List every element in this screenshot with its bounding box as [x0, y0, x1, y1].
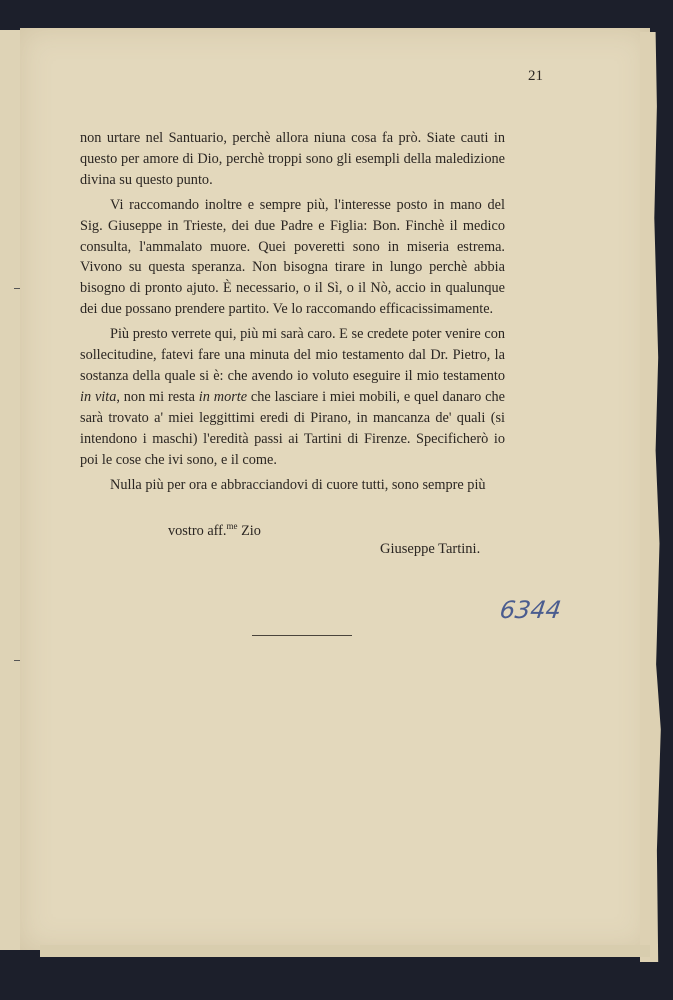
- closing-salutation: [168, 521, 261, 540]
- closing-prefix: vostro aff.: [168, 522, 227, 539]
- text-run: Più presto verrete qui, più mi sarà caro. E se credete poter venire con sollecitudine, fatevi fare una minuta del mio testamento dal Dr. Pietro, la sostanza della quale si è: che avendo io voluto eseguire il mio testamento: [80, 326, 505, 384]
- body-text: [80, 128, 505, 499]
- facing-page-edge: [0, 30, 21, 950]
- page-torn-edge: [640, 32, 666, 962]
- italic-text: in morte: [198, 388, 248, 405]
- paragraph: non urtare nel Santuario, perchè allora niuna cosa fa prò. Siate cauti in questo per amore di Dio, perchè troppi sono gli esempli della maledizione divina su questo punto.: [80, 130, 505, 188]
- italic-text: in vita: [80, 388, 117, 405]
- paragraph: Nulla più per ora e abbracciandovi di cuore tutti, sono sempre più: [110, 476, 486, 493]
- closing-superscript: me: [226, 521, 238, 531]
- signature: Giuseppe Tartini.: [380, 541, 481, 557]
- page-number: 21: [528, 68, 543, 84]
- page-bottom-edge: [40, 945, 650, 957]
- closing-suffix: Zio: [237, 522, 261, 539]
- paragraph: Vi raccomando inoltre e sempre più, l'interesse posto in mano del Sig. Giuseppe in Trieste, dei due Padre e Figlia: Bon. Finchè il medico consulta, l'ammalato muore. Quei poveretti sono in miseria estrema. Vivono su questa speranza. Non bisogna tirare in lungo perchè abbia bisogno di pronto ajuto. È necessario, o il Sì, o il Nò, accio in qualunque dei due possano prendere partito. Ve lo raccomando efficacissimamente.: [80, 196, 505, 318]
- paragraph: [80, 324, 505, 470]
- text-run: che lasciare i miei mobili, e quel danaro che sarà trovato a' miei leggittimi eredi di Pirano, in mancanza de' quali (si intendono i maschi) l'eredità passi ai Tartini di Firenze. Specificherò io poi le cose che ivi sono, e il come.: [80, 388, 505, 468]
- end-rule: [252, 635, 352, 636]
- text-run: , non mi resta: [116, 388, 199, 405]
- handwritten-inventory-number: 6344: [498, 596, 564, 624]
